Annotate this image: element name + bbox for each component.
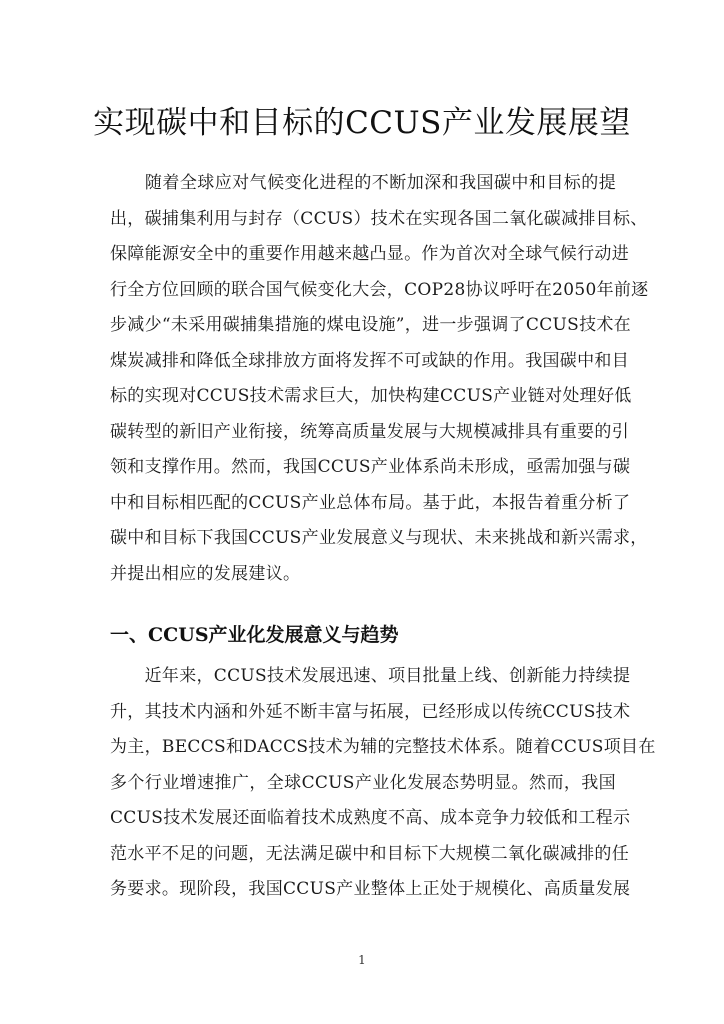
text-line: 并提出相应的发展建议。 [110, 563, 301, 584]
text-line: 煤炭减排和降低全球排放方面将发挥不可或缺的作用。我国碳中和目 [110, 350, 629, 371]
section1-paragraph [110, 659, 656, 908]
text-line: 近年来，CCUS技术发展迅速、项目批量上线、创新能力持续提 [110, 666, 631, 686]
text-line: 标的实现对CCUS技术需求巨大，加快构建CCUS产业链对处理好低 [110, 386, 632, 406]
text-line: 务要求。现阶段，我国CCUS产业整体上正处于规模化、高质量发展 [110, 879, 631, 899]
text-line: CCUS技术发展还面临着技术成熟度不高、成本竞争力较低和工程示 [110, 808, 631, 828]
text-line: 碳转型的新旧产业衔接，统筹高质量发展与大规模减排具有重要的引 [110, 421, 629, 442]
text-line: 多个行业增速推广，全球CCUS产业化发展态势明显。然而，我国 [110, 772, 616, 793]
text-line: 保障能源安全中的重要作用越来越凸显。作为首次对全球气候行动进 [110, 244, 629, 264]
intro-paragraph [110, 166, 649, 592]
text-line: 步减少“未采用碳捕集措施的煤电设施”，进一步强调了CCUS技术在 [110, 315, 631, 335]
document-title: 实现碳中和目标的CCUS产业发展展望 [93, 105, 631, 141]
text-line: 碳中和目标下我国CCUS产业发展意义与现状、未来挑战和新兴需求， [110, 528, 648, 548]
text-line: 中和目标相匹配的CCUS产业总体布局。基于此，本报告着重分析了 [110, 492, 631, 513]
section-heading: 一、CCUS产业化发展意义与趋势 [110, 624, 399, 646]
text-line: 范水平不足的问题，无法满足碳中和目标下大规模二氧化碳减排的任 [110, 843, 629, 864]
page-number: 1 [358, 953, 366, 967]
text-line: 升，其技术内涵和外延不断丰富与拓展，已经形成以传统CCUS技术 [110, 701, 631, 722]
text-line: 为主，BECCS和DACCS技术为辅的完整技术体系。随着CCUS项目在 [110, 737, 656, 757]
text-line: 行全方位回顾的联合国气候变化大会，COP28协议呼吁在2050年前逐 [110, 279, 649, 300]
text-line: 出，碳捕集利用与封存（CCUS）技术在实现各国二氧化碳减排目标、 [110, 208, 648, 229]
text-line: 领和支撑作用。然而，我国CCUS产业体系尚未形成，亟需加强与碳 [110, 457, 631, 477]
text-line: 随着全球应对气候变化进程的不断加深和我国碳中和目标的提 [110, 173, 616, 193]
